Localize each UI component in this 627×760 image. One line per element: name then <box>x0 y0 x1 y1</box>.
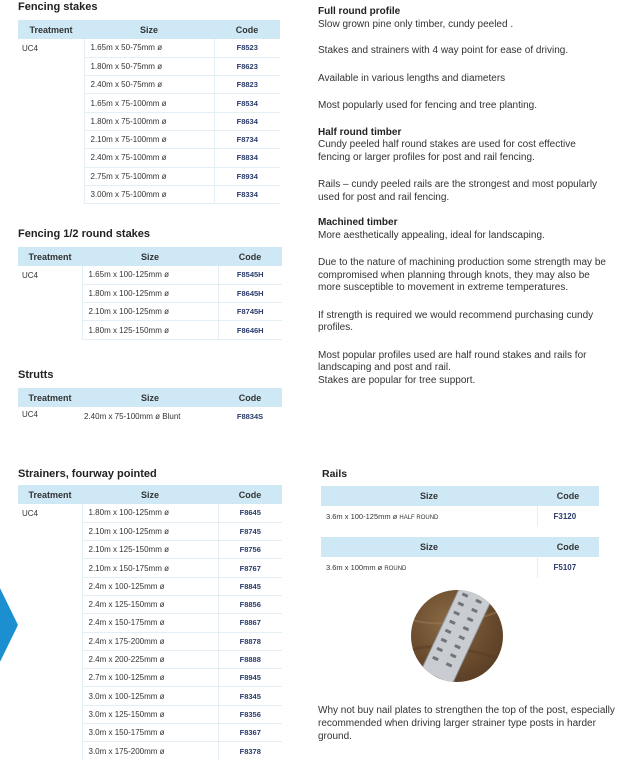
size-cell: 1.80m x 75-100mm ø <box>84 112 214 130</box>
code-cell: F3120 <box>537 506 599 527</box>
treatment-header: Treatment <box>18 388 82 407</box>
table-row <box>18 504 282 522</box>
size-cell: 2.10m x 100-125mm ø <box>82 522 218 540</box>
size-header: Size <box>321 537 537 557</box>
strutts-table <box>18 388 282 425</box>
code-cell: F8345 <box>218 687 282 705</box>
table-row <box>18 39 280 57</box>
code-cell: F8623 <box>214 57 280 75</box>
size-cell: 2.10m x 75-100mm ø <box>84 130 214 148</box>
code-cell: F8356 <box>218 705 282 723</box>
fencing-stakes-title: Fencing stakes <box>18 1 98 13</box>
profiles-paragraph: Most popular profiles used are half round stakes and rails for landscaping and post and rail. <box>318 349 587 373</box>
table-row <box>321 506 599 527</box>
half-round-stakes-table <box>18 247 282 340</box>
size-cell: 2.40m x 75-100mm ø Blunt <box>84 411 181 421</box>
code-cell: F8888 <box>218 650 282 668</box>
treatment-value: UC4 <box>22 44 39 53</box>
size-header: Size <box>82 485 218 504</box>
full-round-heading: Full round profile <box>318 6 401 17</box>
table-row <box>18 407 282 425</box>
size-cell: 1.80m x 50-75mm ø <box>84 57 214 75</box>
code-cell: F8523 <box>214 39 280 57</box>
popular-paragraph: Most popularly used for fencing and tree planting. <box>318 100 538 111</box>
nail-plate-text: Why not buy nail plates to strengthen the top of the post, especially recommended when driving larger strainer type posts in harder ground. <box>318 705 615 742</box>
strainers-table <box>18 485 282 760</box>
code-cell: F5107 <box>537 557 599 578</box>
code-cell: F8534 <box>214 94 280 112</box>
size-cell: 2.40m x 75-100mm ø <box>84 149 214 167</box>
treatment-value: UC4 <box>22 410 39 419</box>
strainers-title: Strainers, fourway pointed <box>18 468 157 480</box>
code-cell: F8867 <box>218 614 282 632</box>
size-cell: 2.40m x 50-75mm ø <box>84 76 214 94</box>
code-cell: F8834 <box>214 149 280 167</box>
code-cell: F8646H <box>218 321 282 339</box>
code-cell: F8734 <box>214 130 280 148</box>
stakes-paragraph: Stakes and strainers with 4 way point for ease of driving. <box>318 45 569 56</box>
code-cell: F8934 <box>214 167 280 185</box>
code-header: Code <box>214 20 280 39</box>
code-header: Code <box>218 485 282 504</box>
size-header: Size <box>82 388 218 407</box>
machined-heading: Machined timber <box>318 217 398 228</box>
rail-size: 3.6m x 100mm ø <box>326 563 383 572</box>
code-cell: F8334 <box>214 185 280 203</box>
size-cell: 2.10m x 125-150mm ø <box>82 541 218 559</box>
table-row <box>321 557 599 578</box>
size-cell: 3.0m x 175-200mm ø <box>82 742 218 760</box>
code-cell: F8767 <box>218 559 282 577</box>
half-round-heading: Half round timber <box>318 126 402 138</box>
size-header: Size <box>84 20 214 39</box>
rail-size: 3.6m x 100-125mm ø <box>326 512 398 521</box>
half-round-stakes-title: Fencing 1/2 round stakes <box>18 228 151 240</box>
code-cell: F8367 <box>218 724 282 742</box>
size-cell: 3.0m x 150-175mm ø <box>82 724 218 742</box>
size-cell: 3.0m x 100-125mm ø <box>82 687 218 705</box>
treatment-header: Treatment <box>18 247 82 266</box>
rail-type: ROUND <box>384 566 407 572</box>
size-cell: 2.4m x 150-175mm ø <box>82 614 218 632</box>
stakes-popular-paragraph: Stakes are popular for tree support. <box>318 374 476 386</box>
treatment-header: Treatment <box>18 20 84 39</box>
code-cell: F8823 <box>214 76 280 94</box>
size-cell: 3.00m x 75-100mm ø <box>84 185 214 203</box>
code-cell: F8845 <box>218 577 282 595</box>
rails-paragraph: Rails – cundy peeled rails are the strongest and most popularly used for post and rail fencing. <box>318 179 598 203</box>
half-round-text: Cundy peeled half round stakes are used for cost effective fencing or larger profiles for post and rail fencing. <box>318 139 576 163</box>
arrow-right-icon <box>0 580 18 670</box>
rails-table-half-round <box>321 486 599 527</box>
code-cell: F8645 <box>218 504 282 522</box>
code-header: Code <box>218 247 282 266</box>
table-row <box>18 266 282 284</box>
rails-title: Rails <box>322 468 348 480</box>
treatment-value: UC4 <box>22 271 39 280</box>
code-cell: F8945 <box>218 669 282 687</box>
code-cell: F8745H <box>218 303 282 321</box>
code-cell: F8645H <box>218 284 282 302</box>
full-round-text: Slow grown pine only timber, cundy peeled . <box>318 18 514 30</box>
size-cell: 2.4m x 175-200mm ø <box>82 632 218 650</box>
treatment-header: Treatment <box>18 485 82 504</box>
fencing-stakes-table <box>18 20 280 204</box>
size-cell: 2.10m x 100-125mm ø <box>82 303 218 321</box>
code-cell: F8378 <box>218 742 282 760</box>
code-header: Code <box>537 537 599 557</box>
treatment-value: UC4 <box>22 509 39 518</box>
size-cell: 2.75m x 75-100mm ø <box>84 167 214 185</box>
size-cell: 3.0m x 125-150mm ø <box>82 705 218 723</box>
size-cell <box>321 506 537 527</box>
rails-table-round <box>321 537 599 578</box>
size-cell: 2.4m x 125-150mm ø <box>82 595 218 613</box>
size-header: Size <box>82 247 218 266</box>
description-column <box>318 6 608 387</box>
size-cell: 2.7m x 100-125mm ø <box>82 669 218 687</box>
size-cell: 2.4m x 200-225mm ø <box>82 650 218 668</box>
size-cell: 1.65m x 100-125mm ø <box>82 266 218 284</box>
size-cell: 1.65m x 75-100mm ø <box>84 94 214 112</box>
code-cell: F8856 <box>218 595 282 613</box>
code-cell: F8878 <box>218 632 282 650</box>
strutts-title: Strutts <box>18 369 54 381</box>
nail-plate-image <box>411 590 503 682</box>
available-paragraph: Available in various lengths and diameters <box>318 72 506 84</box>
code-cell: F8545H <box>218 266 282 284</box>
size-cell: 2.10m x 150-175mm ø <box>82 559 218 577</box>
strength-paragraph: If strength is required we would recommend purchasing cundy profiles. <box>318 309 594 333</box>
code-cell: F8834S <box>236 411 264 421</box>
size-cell: 2.4m x 100-125mm ø <box>82 577 218 595</box>
nail-plate-icon <box>411 590 503 682</box>
size-cell: 1.65m x 50-75mm ø <box>84 39 214 57</box>
code-cell: F8756 <box>218 541 282 559</box>
code-header: Code <box>218 388 282 407</box>
size-cell: 1.80m x 100-125mm ø <box>82 504 218 522</box>
size-header: Size <box>321 486 537 506</box>
machining-paragraph: Due to the nature of machining production some strength may be compromised when planning through knots, they may also be more susceptible to movement in extreme temperatures. <box>318 257 606 293</box>
rail-type: HALF ROUND <box>399 515 439 521</box>
size-cell: 1.80m x 100-125mm ø <box>82 284 218 302</box>
code-cell: F8745 <box>218 522 282 540</box>
code-header: Code <box>537 486 599 506</box>
machined-text: More aesthetically appealing, ideal for landscaping. <box>318 229 545 241</box>
size-cell: 1.80m x 125-150mm ø <box>82 321 218 339</box>
code-cell: F8634 <box>214 112 280 130</box>
size-cell <box>321 557 537 578</box>
